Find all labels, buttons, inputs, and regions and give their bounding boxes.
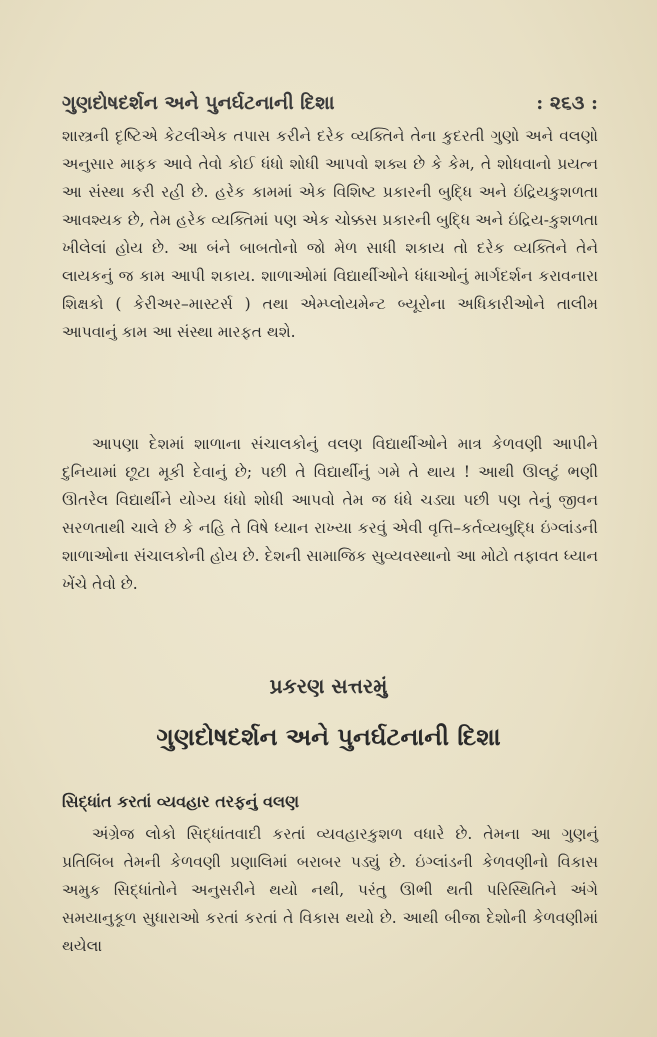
section-paragraph: અંગ્રેજ લોકો સિદ્ધાંતવાદી કરતાં વ્યવહારકુશળ વધારે છે. તેમના આ ગુણનું પ્રતિબિંબ તેમની કેળવણી પ્રણાલિમાં બરાબર પડ્યું છે. ઇંગ્લાંડની કેળવણીનો વિકાસ અમુક સિદ્ધાંતોને અનુસરીને થયો નથી, પરંતુ ઊભી થતી પરિસ્થિતિને અંગે સમયાનુકૂળ સુધારાઓ કરતાં કરતાં તે વિકાસ થયો છે. આથી બીજા દેશોની કેળવણીમાં થયેલા — [62, 825, 598, 955]
paragraph-2: આપણા દેશમાં શાળાના સંચાલકોનું વલણ વિદ્યાર્થીઓને માત્ર કેળવણી આપીને દુનિયામાં છૂટા મૂકી દેવાનું છે; પછી તે વિદ્યાર્થીનું ગમે તે થાય ! આથી ઊલટું ભણી ઊતરેલ વિદ્યાર્થીને યોગ્ય ધંધો શોધી આપવો તેમ જ ધંધે ચડ્યા પછી પણ તેનું જીવન સરળતાથી ચાલે છે કે નહિ તે વિષે ધ્યાન રાખ્યા કરવું એવી વૃત્તિ–કર્તવ્યબુદ્ધિ ઇંગ્લાંડની શાળાઓના સંચાલકોની હોય છે. દેશની સામાજિક સુવ્યવસ્થાનો આ મોટો તફાવત ધ્યાન ખેંચે તેવો છે. — [62, 435, 598, 593]
running-head-title: ગુણદોષદર્શન અને પુનર્ઘટનાની દિશા — [62, 92, 335, 114]
running-head — [62, 92, 598, 114]
paragraph-1: શાસ્ત્રની દૃષ્ટિએ કેટલીએક તપાસ કરીને દરેક વ્યક્તિને તેના કુદરતી ગુણો અને વલણો અનુસાર માફક આવે તેવો કોઈ ધંધો શોધી આપવો શક્ય છે કે કેમ, તે શોધવાનો પ્રયત્ન આ સંસ્થા કરી રહી છે. હરેક કામમાં એક વિશિષ્ટ પ્રકારની બુદ્ધિ અને ઇંદ્રિયકુશળતા આવશ્યક છે, તેમ હરેક વ્યક્તિમાં પણ એક ચોક્કસ પ્રકારની બુદ્ધિ અને ઇંદ્રિય-કુશળતા ખીલેલાં હોય છે. આ બંને બાબતોનો જો મેળ સાધી શકાય તો દરેક વ્યક્તિને તેને લાયકનું જ કામ આપી શકાય. શાળાઓમાં વિદ્યાર્થીઓને ધંધાઓનું માર્ગદર્શન કરાવનારા શિક્ષકો ( કેરીઅર–માસ્ટર્સ ) તથા એમ્પ્લોયમેન્ટ બ્યૂરોના અધિકારીઓને તાલીમ આપવાનું કામ આ સંસ્થા મારફત થશે. — [62, 127, 598, 341]
chapter-label: પ્રકરણ સત્તરમું — [269, 674, 388, 698]
section-heading: સિદ્ધાંત કરતાં વ્યવહાર તરફનું વલણ — [62, 792, 300, 811]
chapter-title: ગુણદોષદર્શન અને પુનર્ઘટનાની દિશા — [156, 722, 501, 751]
page-number: : ૨૬૩ : — [536, 92, 598, 114]
